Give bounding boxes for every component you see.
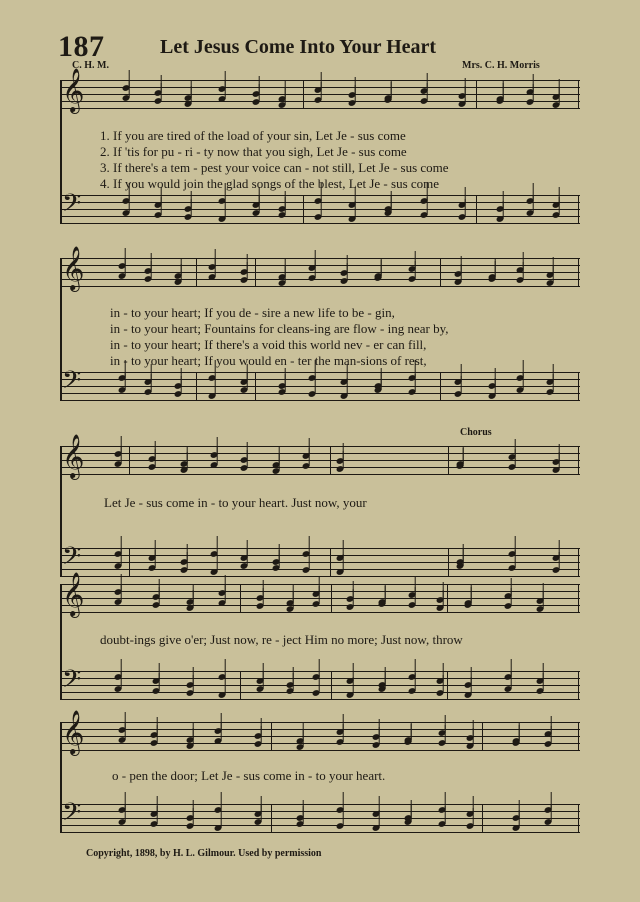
bass-clef-2: 𝄢 (62, 366, 82, 401)
verse-line-2: 2. If 'tis for pu - ri - ty now that you sigh, Let Je - sus come (100, 144, 407, 159)
hymn-title: Let Jesus Come Into Your Heart (160, 36, 437, 58)
bass-clef-4: 𝄢 (62, 665, 82, 700)
verse-line-1: 1. If you are tired of the load of your sin, Let Je - sus come (100, 128, 406, 143)
tune-credit: C. H. M. (72, 60, 109, 71)
bass-clef-5: 𝄢 (62, 798, 82, 833)
chorus-line-2: doubt-ings give o'er; Just now, re - ject Him no more; Just now, throw (100, 632, 463, 647)
chorus-line-3: o - pen the door; Let Je - sus come in - to your heart. (112, 768, 386, 783)
chorus-label: Chorus (460, 427, 492, 438)
bass-clef-3: 𝄢 (62, 542, 82, 577)
hymn-number: 187 (58, 30, 105, 63)
bass-clef-1: 𝄢 (62, 189, 82, 224)
author-credit: Mrs. C. H. Morris (462, 60, 540, 71)
treble-clef-2: 𝄞 (62, 246, 85, 290)
copyright-notice: Copyright, 1898, by H. L. Gilmour. Used by permission (86, 848, 322, 859)
treble-clef-4: 𝄞 (62, 572, 85, 616)
verse-line-7: in - to your heart; If there's a void this world nev - er can fill, (110, 337, 427, 352)
verse-line-8: in - to your heart; If you would en - ter the man-sions of rest, (110, 353, 427, 368)
treble-clef-5: 𝄞 (62, 710, 85, 754)
treble-clef-1: 𝄞 (62, 68, 85, 112)
verse-line-5: in - to your heart; If you de - sire a new life to be - gin, (110, 305, 395, 320)
verse-line-3: 3. If there's a tem - pest your voice can - not still, Let Je - sus come (100, 160, 449, 175)
verse-line-6: in - to your heart; Fountains for cleans-ing are flow - ing near by, (110, 321, 449, 336)
treble-clef-3: 𝄞 (62, 434, 85, 478)
verse-line-4: 4. If you would join the glad songs of the blest, Let Je - sus come (100, 176, 440, 191)
chorus-line-1: Let Je - sus come in - to your heart. Just now, your (104, 495, 367, 510)
